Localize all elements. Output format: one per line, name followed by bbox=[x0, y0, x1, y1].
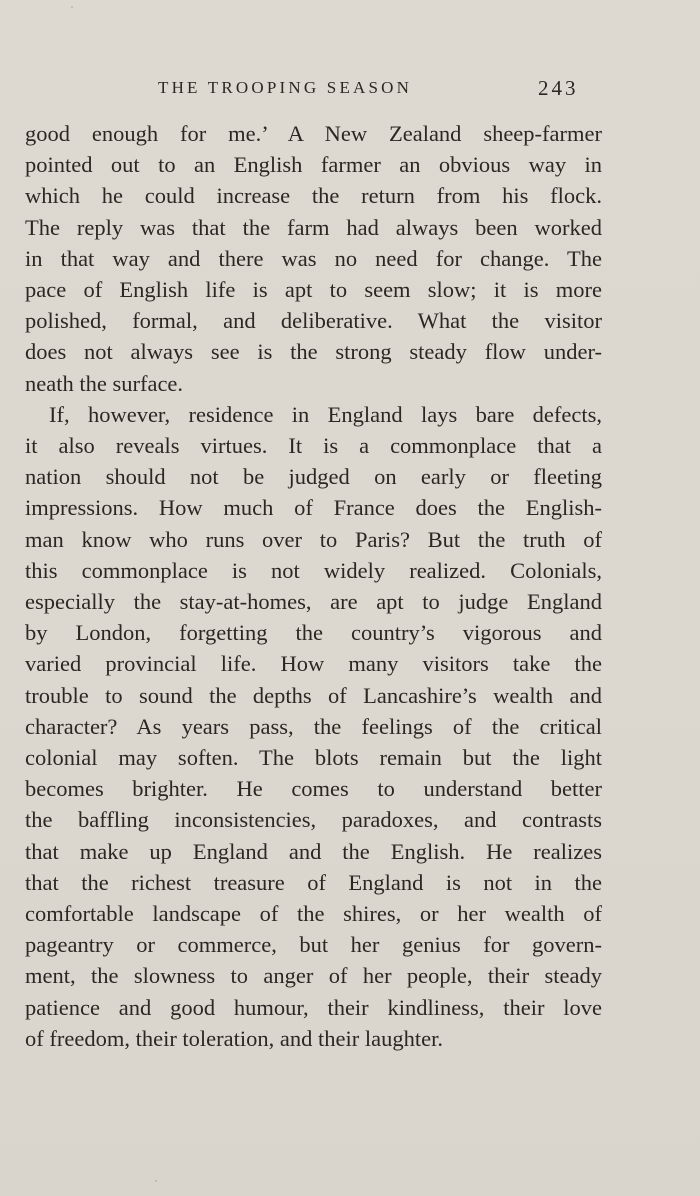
running-head: THE TROOPING SEASON bbox=[158, 78, 413, 97]
text-line: becomes brighter. He comes to understand better bbox=[25, 776, 602, 802]
text-line: especially the stay-at-homes, are apt to judge England bbox=[25, 589, 602, 615]
text-line: pace of English life is apt to seem slow; it is more bbox=[25, 277, 602, 303]
text-line: man know who runs over to Paris? But the truth of bbox=[25, 526, 602, 552]
text-line: that make up England and the English. He realizes bbox=[25, 838, 602, 864]
text-line: trouble to sound the depths of Lancashire’s wealth and bbox=[25, 682, 602, 708]
text-line: neath the surface. bbox=[25, 370, 184, 396]
page-header bbox=[0, 76, 700, 100]
text-line: colonial may soften. The blots remain but the light bbox=[25, 745, 602, 771]
text-line: nation should not be judged on early or fleeting bbox=[25, 464, 602, 490]
text-line: that the richest treasure of England is not in the bbox=[25, 869, 602, 895]
body-text bbox=[25, 118, 602, 1054]
text-line: the baffling inconsistencies, paradoxes, and contrasts bbox=[25, 807, 602, 833]
text-line: it also reveals virtues. It is a commonplace that a bbox=[25, 433, 602, 459]
text-line: character? As years pass, the feelings of the critical bbox=[25, 713, 602, 739]
text-line: patience and good humour, their kindliness, their love bbox=[25, 994, 602, 1020]
text-line: does not always see is the strong steady flow under- bbox=[25, 339, 602, 365]
paper-speck bbox=[155, 1180, 157, 1182]
page-number: 243 bbox=[538, 76, 579, 100]
text-line: comfortable landscape of the shires, or her wealth of bbox=[25, 901, 602, 927]
text-line: If, however, residence in England lays bare defects, bbox=[49, 401, 602, 427]
text-line: ment, the slowness to anger of her people, their steady bbox=[25, 963, 602, 989]
text-line: pointed out to an English farmer an obvious way in bbox=[25, 152, 602, 178]
text-line: pageantry or commerce, but her genius for govern- bbox=[25, 932, 602, 958]
text-line: which he could increase the return from his flock. bbox=[25, 183, 602, 209]
text-line: in that way and there was no need for change. The bbox=[25, 245, 602, 271]
text-line: The reply was that the farm had always been worked bbox=[25, 214, 602, 240]
text-line: by London, forgetting the country’s vigorous and bbox=[25, 620, 602, 646]
text-line: of freedom, their toleration, and their laughter. bbox=[25, 1025, 443, 1051]
paragraph-1 bbox=[25, 118, 602, 399]
paragraph-2 bbox=[25, 399, 602, 1054]
text-line: good enough for me.’ A New Zealand sheep-farmer bbox=[25, 121, 602, 146]
text-line: impressions. How much of France does the English- bbox=[25, 495, 602, 521]
paper-speck bbox=[71, 6, 73, 8]
text-line: varied provincial life. How many visitors take the bbox=[25, 651, 602, 677]
text-line: this commonplace is not widely realized. Colonials, bbox=[25, 557, 602, 583]
text-line: polished, formal, and deliberative. What the visitor bbox=[25, 308, 602, 334]
